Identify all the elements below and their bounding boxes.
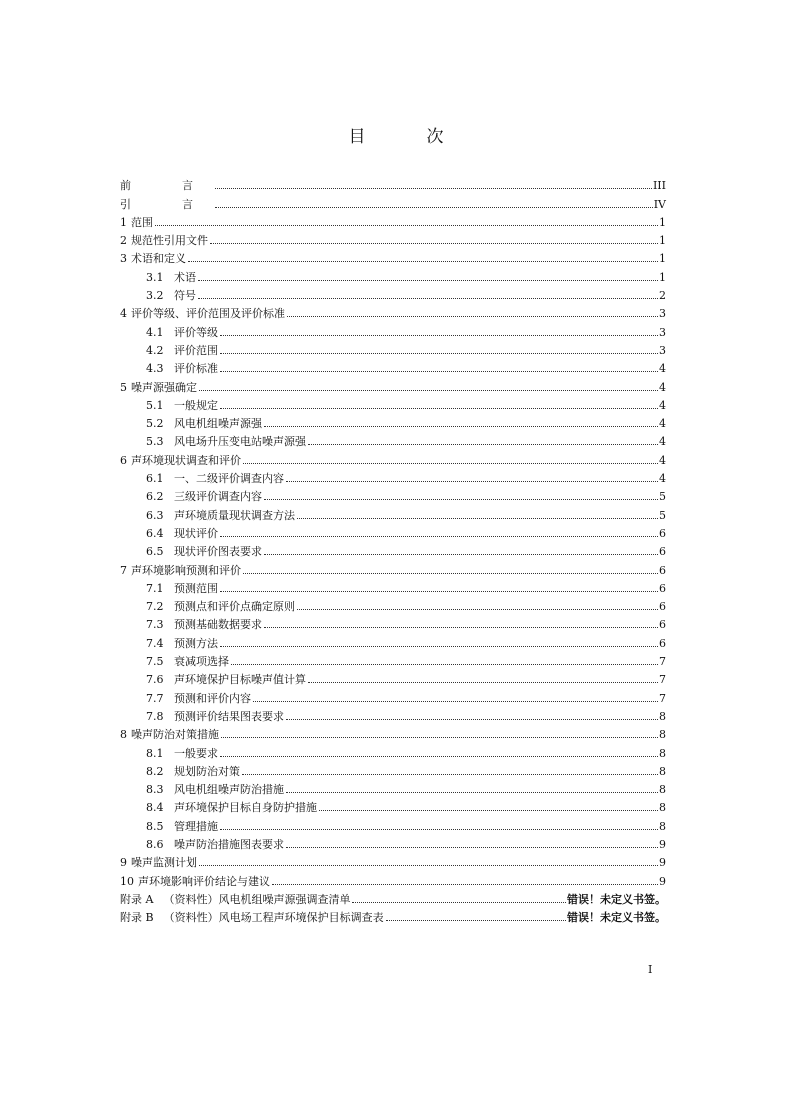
toc-entry-page: 4	[659, 398, 666, 412]
toc-entry-label: 风电机组噪声源强	[174, 417, 262, 431]
toc-entry-page: 7	[659, 655, 666, 669]
toc-entry-number: 6.3	[146, 508, 164, 522]
toc-entry-number: 7.6	[146, 673, 164, 687]
toc-leader-dots	[242, 773, 658, 775]
toc-leader-dots	[198, 279, 658, 281]
toc-entry-page: 8	[659, 783, 666, 797]
toc-entry[interactable]	[120, 778, 666, 796]
toc-entry[interactable]	[120, 430, 666, 448]
toc-leader-dots	[287, 315, 658, 317]
toc-entry[interactable]	[120, 211, 666, 229]
toc-entry-page: 3	[659, 343, 666, 357]
toc-entry-number: 8.6	[146, 837, 164, 851]
toc-entry[interactable]	[120, 869, 666, 887]
toc-entry[interactable]	[120, 833, 666, 851]
toc-entry-page: 6	[659, 563, 666, 577]
toc-leader-dots	[243, 572, 658, 574]
toc-entry-label: 评价范围	[174, 343, 218, 357]
toc-entry-page: IV	[653, 197, 666, 211]
toc-entry-label: 预测和评价内容	[174, 691, 251, 705]
toc-entry-label: 规范性引用文件	[131, 234, 208, 248]
toc-entry-label: 声环境影响预测和评价	[131, 563, 241, 577]
toc-leader-dots	[220, 334, 658, 336]
toc-entry[interactable]	[120, 650, 666, 668]
toc-entry-label: 评价标准	[174, 362, 218, 376]
toc-entry[interactable]	[120, 174, 666, 192]
toc-entry-number: 7.5	[146, 655, 164, 669]
toc-entry-label: 符号	[174, 289, 196, 303]
toc-entry[interactable]	[120, 448, 666, 466]
toc-entry-page: 4	[659, 417, 666, 431]
toc-entry-label: 声环境保护目标噪声值计算	[174, 673, 306, 687]
toc-entry-label: 三级评价调查内容	[174, 490, 262, 504]
toc-leader-dots	[220, 590, 658, 592]
toc-entry-page: 5	[659, 508, 666, 522]
toc-entry-page: 9	[659, 856, 666, 870]
toc-entry-page: 6	[659, 545, 666, 559]
toc-leader-dots	[264, 425, 658, 427]
toc-entry[interactable]	[120, 302, 666, 320]
toc-entry-label: 衰减项选择	[174, 655, 229, 669]
toc-entry-page: 1	[659, 215, 666, 229]
page-number: I	[648, 963, 653, 976]
toc-entry-number: 附录 A	[120, 892, 154, 906]
toc-entry-label: 评价等级	[174, 325, 218, 339]
toc-entry-page: 2	[659, 289, 666, 303]
toc-entry-number: 4.3	[146, 362, 164, 376]
toc-entry-label: 预测范围	[174, 581, 218, 595]
toc-entry-number: 7	[120, 563, 127, 577]
toc-entry-number: 6.4	[146, 526, 164, 540]
toc-leader-dots	[220, 535, 658, 537]
toc-leader-dots	[272, 883, 658, 885]
toc-entry[interactable]	[120, 375, 666, 393]
toc-entry-error-text: 错误！未定义书签。	[567, 911, 666, 925]
toc-entry-label: 声环境保护目标自身防护措施	[174, 801, 317, 815]
toc-entry[interactable]	[120, 192, 666, 210]
toc-entry-number: 6.5	[146, 545, 164, 559]
toc-entry-page: III	[652, 179, 666, 193]
toc-leader-dots	[220, 370, 658, 372]
toc-entry[interactable]	[120, 705, 666, 723]
toc-entry[interactable]	[120, 888, 666, 906]
toc-entry-number: 6	[120, 453, 127, 467]
toc-leader-dots	[297, 608, 658, 610]
toc-entry-page: 6	[659, 636, 666, 650]
toc-entry[interactable]	[120, 906, 666, 924]
toc-entry-number: 6.1	[146, 472, 164, 486]
toc-entry-gap	[154, 911, 164, 924]
toc-entry-label: 噪声源强确定	[131, 380, 197, 394]
toc-leader-dots	[308, 681, 658, 683]
toc-leader-dots	[297, 517, 658, 519]
toc-entry-label: 预测点和评价点确定原则	[174, 600, 295, 614]
toc-entry-page: 8	[659, 746, 666, 760]
toc-entry-number: 7.1	[146, 581, 164, 595]
toc-leader-dots	[220, 645, 658, 647]
toc-entry[interactable]	[120, 284, 666, 302]
toc-leader-dots	[264, 553, 658, 555]
toc-leader-dots	[188, 260, 658, 262]
toc-entry[interactable]	[120, 723, 666, 741]
toc-entry-label: 范围	[131, 215, 153, 229]
toc-entry[interactable]	[120, 522, 666, 540]
toc-entry-number: 8.2	[146, 764, 164, 778]
toc-leader-dots	[199, 389, 658, 391]
toc-leader-dots	[319, 809, 658, 811]
toc-leader-dots	[286, 791, 658, 793]
toc-entry[interactable]	[120, 613, 666, 631]
toc-entry-gap	[153, 893, 163, 906]
toc-leader-dots	[253, 700, 658, 702]
toc-entry[interactable]	[120, 394, 666, 412]
toc-entry-label: （资料性）风电机组噪声源强调查清单	[163, 892, 351, 906]
toc-leader-dots	[308, 443, 658, 445]
toc-entry-page: 1	[659, 252, 666, 266]
toc-leader-dots	[264, 626, 658, 628]
toc-entry-number: 5.3	[146, 435, 164, 449]
toc-entry-label: 预测评价结果图表要求	[174, 709, 284, 723]
toc-leader-dots	[210, 242, 658, 244]
toc-entry-number: 8	[120, 728, 127, 742]
toc-entry[interactable]	[120, 357, 666, 375]
toc-leader-dots	[220, 352, 658, 354]
toc-entry-number: 2	[120, 234, 127, 248]
toc-entry-error-text: 错误！未定义书签。	[567, 892, 666, 906]
toc-leader-dots	[286, 718, 658, 720]
toc-entry-number: 1	[120, 215, 127, 229]
toc-entry-label: 术语和定义	[131, 252, 186, 266]
toc-entry-number: 5	[120, 380, 127, 394]
toc-entry[interactable]	[120, 265, 666, 283]
toc-entry-label: 一般要求	[174, 746, 218, 760]
toc-entry[interactable]	[120, 760, 666, 778]
toc-entry-label: 噪声防治对策措施	[131, 728, 219, 742]
toc-entry-number: 7.4	[146, 636, 164, 650]
toc-entry[interactable]	[120, 229, 666, 247]
toc-leader-dots	[231, 663, 658, 665]
toc-leader-dots	[286, 846, 658, 848]
toc-leader-dots	[243, 462, 658, 464]
toc-entry-label: 评价等级、评价范围及评价标准	[131, 307, 285, 321]
toc-entry[interactable]	[120, 558, 666, 576]
toc-entry[interactable]	[120, 577, 666, 595]
toc-entry-label: 管理措施	[174, 819, 218, 833]
toc-entry[interactable]	[120, 339, 666, 357]
toc-entry-number: 10	[120, 874, 134, 888]
toc-entry[interactable]	[120, 796, 666, 814]
toc-entry-label: 噪声监测计划	[131, 856, 197, 870]
toc-entry-page: 4	[659, 472, 666, 486]
toc-entry[interactable]	[120, 247, 666, 265]
toc-entry-page: 8	[659, 801, 666, 815]
toc-leader-dots	[264, 498, 658, 500]
toc-leader-dots	[199, 864, 658, 866]
toc-entry-number: 7.8	[146, 709, 164, 723]
toc-entry-page: 3	[659, 325, 666, 339]
toc-entry-label: 引 言	[120, 197, 213, 211]
toc-entry-page: 6	[659, 581, 666, 595]
toc-entry-number: 7.2	[146, 600, 164, 614]
toc-entry[interactable]	[120, 503, 666, 521]
toc-entry[interactable]	[120, 485, 666, 503]
toc-entry-page: 5	[659, 490, 666, 504]
toc-entry-page: 3	[659, 307, 666, 321]
toc-leader-dots	[155, 224, 658, 226]
toc-entry-number: 附录 B	[120, 911, 154, 925]
toc-entry[interactable]	[120, 467, 666, 485]
toc-leader-dots	[198, 297, 658, 299]
toc-entry-label: 前 言	[120, 179, 213, 193]
toc-entry[interactable]	[120, 851, 666, 869]
toc-entry-label: 声环境质量现状调查方法	[174, 508, 295, 522]
toc-entry[interactable]	[120, 668, 666, 686]
toc-entry-page: 4	[659, 453, 666, 467]
toc-entry-number: 5.2	[146, 417, 164, 431]
toc-entry-label: 现状评价图表要求	[174, 545, 262, 559]
toc-entry-number: 4.1	[146, 325, 164, 339]
toc-entry-page: 7	[659, 691, 666, 705]
toc-entry-label: 预测方法	[174, 636, 218, 650]
toc-entry-label: 一般规定	[174, 398, 218, 412]
toc-entry-number: 8.4	[146, 801, 164, 815]
table-of-contents	[120, 174, 666, 924]
toc-entry-label: 风电场升压变电站噪声源强	[174, 435, 306, 449]
toc-entry-number: 8.5	[146, 819, 164, 833]
toc-entry-page: 8	[659, 764, 666, 778]
toc-leader-dots	[220, 828, 658, 830]
toc-entry-page: 9	[659, 837, 666, 851]
toc-leader-dots	[215, 187, 652, 189]
toc-entry-number: 8.3	[146, 783, 164, 797]
toc-entry-label: 现状评价	[174, 526, 218, 540]
toc-leader-dots	[286, 480, 658, 482]
toc-entry-label: 预测基础数据要求	[174, 618, 262, 632]
toc-entry-label: 术语	[174, 270, 196, 284]
toc-entry-page: 6	[659, 618, 666, 632]
toc-entry-number: 3	[120, 252, 127, 266]
toc-entry-label: （资料性）风电场工程声环境保护目标调查表	[163, 911, 384, 925]
toc-entry-page: 8	[659, 819, 666, 833]
toc-entry-number: 9	[120, 856, 127, 870]
toc-entry[interactable]	[120, 595, 666, 613]
toc-entry-number: 4.2	[146, 343, 164, 357]
toc-entry-page: 1	[659, 234, 666, 248]
toc-entry-page: 8	[659, 709, 666, 723]
toc-entry-label: 风电机组噪声防治措施	[174, 783, 284, 797]
toc-entry-page: 9	[659, 874, 666, 888]
toc-entry-label: 声环境现状调查和评价	[131, 453, 241, 467]
toc-entry-number: 5.1	[146, 398, 164, 412]
toc-leader-dots	[220, 755, 658, 757]
toc-leader-dots	[215, 206, 653, 208]
toc-entry[interactable]	[120, 320, 666, 338]
toc-entry-number: 3.1	[146, 270, 164, 284]
toc-entry-page: 4	[659, 435, 666, 449]
toc-entry[interactable]	[120, 686, 666, 704]
toc-entry-page: 7	[659, 673, 666, 687]
toc-entry-page: 1	[659, 270, 666, 284]
toc-entry[interactable]	[120, 741, 666, 759]
toc-leader-dots	[221, 736, 658, 738]
toc-title: 目 次	[348, 127, 466, 147]
toc-entry-number: 4	[120, 307, 127, 321]
toc-entry-number: 7.3	[146, 618, 164, 632]
toc-entry-label: 声环境影响评价结论与建议	[138, 874, 270, 888]
toc-entry-page: 4	[659, 362, 666, 376]
toc-entry-page: 4	[659, 380, 666, 394]
toc-entry-number: 6.2	[146, 490, 164, 504]
toc-entry-page: 6	[659, 526, 666, 540]
toc-entry[interactable]	[120, 540, 666, 558]
toc-entry[interactable]	[120, 631, 666, 649]
toc-leader-dots	[386, 919, 566, 921]
toc-entry-number: 3.2	[146, 289, 164, 303]
toc-entry[interactable]	[120, 814, 666, 832]
toc-entry-label: 一、二级评价调查内容	[174, 472, 284, 486]
toc-entry-label: 规划防治对策	[174, 764, 240, 778]
toc-entry-page: 8	[659, 728, 666, 742]
toc-entry-label: 噪声防治措施图表要求	[174, 837, 284, 851]
toc-entry-number: 8.1	[146, 746, 164, 760]
toc-entry-number: 7.7	[146, 691, 164, 705]
toc-entry[interactable]	[120, 412, 666, 430]
toc-entry-page: 6	[659, 600, 666, 614]
toc-leader-dots	[352, 901, 566, 903]
toc-leader-dots	[220, 407, 658, 409]
